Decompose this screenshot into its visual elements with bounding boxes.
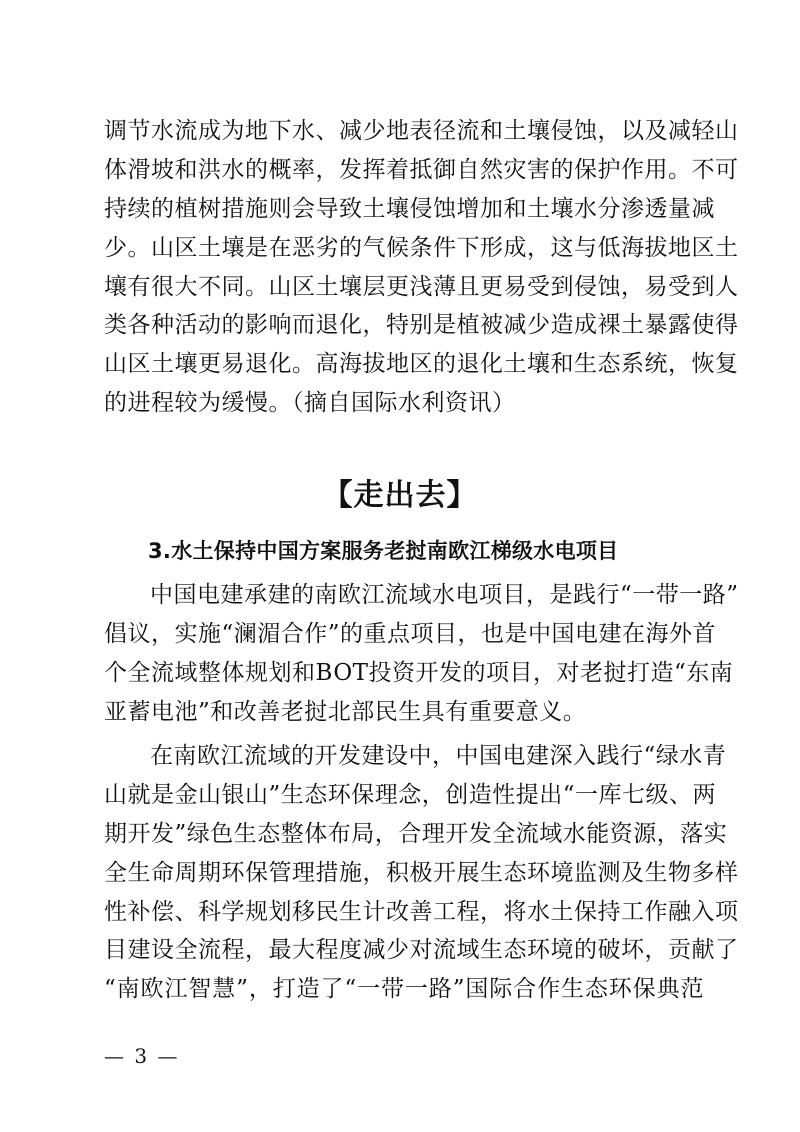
paragraph-line: 类各种活动的影响而退化，特别是植被减少造成裸土暴露使得 <box>104 312 739 339</box>
body-paragraph-1 <box>104 112 739 423</box>
paragraph-line: 个全流域整体规划和BOT投资开发的项目，对老挝打造“东南 <box>104 659 734 686</box>
page-number: — 3 — <box>104 1044 180 1068</box>
article-title: 3.水土保持中国方案服务老挝南欧江梯级水电项目 <box>148 539 619 563</box>
paragraph-line: 性补偿、科学规划移民生计改善工程，将水土保持工作融入项 <box>104 898 739 925</box>
paragraph-line: 山区土壤更易退化。高海拔地区的退化土壤和生态系统，恢复 <box>104 351 739 378</box>
paragraph-line: 目建设全流程，最大程度减少对流域生态环境的破坏，贡献了 <box>104 937 739 964</box>
paragraph-line: 少。山区土壤是在恶劣的气候条件下形成，这与低海拔地区土 <box>104 234 739 261</box>
body-paragraph-2 <box>104 576 739 732</box>
section-heading: 【走出去】 <box>322 478 478 513</box>
paragraph-line: 持续的植树措施则会导致土壤侵蚀增加和土壤水分渗透量减 <box>104 195 715 222</box>
paragraph-line: 倡议，实施“澜湄合作”的重点项目，也是中国电建在海外首 <box>104 620 717 647</box>
paragraph-line: 调节水流成为地下水、减少地表径流和土壤侵蚀，以及减轻山 <box>104 118 739 144</box>
paragraph-line: 期开发”绿色生态整体布局，合理开发全流域水能资源，落实 <box>104 820 728 847</box>
paragraph-line: 壤有很大不同。山区土壤层更浅薄且更易受到侵蚀，易受到人 <box>104 273 739 300</box>
paragraph-line: 山就是金山银山”生态环保理念，创造性提出“一库七级、两 <box>104 781 717 808</box>
paragraph-line: 在南欧江流域的开发建设中，中国电建深入践行“绿水青 <box>150 743 727 769</box>
paragraph-line: “南欧江智慧”，打造了“一带一路”国际合作生态环保典范 <box>104 976 704 1003</box>
paragraph-line: 亚蓄电池”和改善老挝北部民生具有重要意义。 <box>104 698 587 725</box>
paragraph-line: 中国电建承建的南欧江流域水电项目，是践行“一带一路” <box>150 582 739 608</box>
paragraph-line: 全生命周期环保管理措施，积极开展生态环境监测及生物多样 <box>104 859 739 886</box>
paragraph-line: 的进程较为缓慢。（摘自国际水利资讯） <box>104 390 516 417</box>
paragraph-line: 体滑坡和洪水的概率，发挥着抵御自然灾害的保护作用。不可 <box>104 156 739 183</box>
body-paragraph-3 <box>104 737 739 1009</box>
